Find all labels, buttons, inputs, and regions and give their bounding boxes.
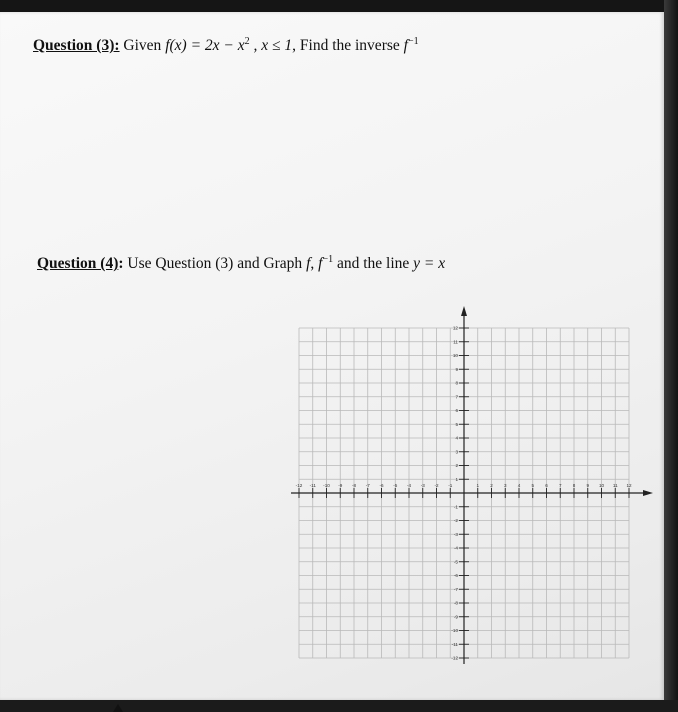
x-tick-label: -6 <box>379 483 384 488</box>
x-tick-label: 3 <box>503 483 507 488</box>
x-tick-label: -1 <box>448 483 453 488</box>
y-tick-label: -11 <box>451 641 458 647</box>
question-4-label: Question (4) <box>37 255 119 272</box>
question-3-label: Question (3): <box>33 37 120 54</box>
photo-top-edge <box>0 0 678 12</box>
y-tick-label: -4 <box>453 545 458 551</box>
y-tick-label: -5 <box>453 559 458 565</box>
y-tick-label: 1 <box>455 476 458 482</box>
x-tick-label: -11 <box>309 483 316 488</box>
y-axis-arrow-icon <box>461 306 467 316</box>
y-tick-label: 5 <box>455 421 458 427</box>
y-tick-label: 8 <box>455 380 458 386</box>
inverse-exponent: −1 <box>407 36 419 47</box>
question-3 <box>33 36 419 55</box>
y-tick-label: -12 <box>451 655 458 661</box>
y-tick-label: -1 <box>453 504 458 510</box>
y-tick-label: 11 <box>453 339 458 345</box>
y-tick-label: 7 <box>455 394 458 400</box>
x-tick-label: 11 <box>612 483 618 488</box>
question-4 <box>37 254 445 273</box>
coordinate-grid <box>285 300 665 661</box>
identity-line: y = x <box>413 255 446 272</box>
x-tick-label: -3 <box>420 483 425 488</box>
y-tick-label: -2 <box>453 518 458 524</box>
x-tick-label: -4 <box>406 483 412 488</box>
x-tick-label: -2 <box>434 483 439 488</box>
function-separator: , <box>310 255 319 272</box>
question-4-prefix: Use Question (3) and Graph <box>123 255 307 272</box>
photo-right-edge <box>664 0 678 700</box>
cursor-arrow-icon <box>113 704 123 712</box>
x-tick-label: -12 <box>295 483 303 488</box>
x-tick-label: -9 <box>338 483 343 488</box>
x-tick-label: 2 <box>490 483 493 488</box>
x-tick-label: 6 <box>545 483 548 488</box>
y-tick-label: 9 <box>455 366 458 372</box>
x-tick-label: -8 <box>351 483 357 488</box>
x-tick-label: 7 <box>558 483 562 488</box>
x-tick-label: -5 <box>393 483 398 488</box>
function-definition: f(x) = 2x − x <box>165 37 245 54</box>
x-tick-label: 12 <box>626 483 632 488</box>
x-axis-arrow-icon <box>643 490 653 496</box>
function-exponent: 2 <box>244 36 250 47</box>
x-tick-label: 5 <box>531 483 535 488</box>
y-tick-label: 12 <box>452 325 458 331</box>
x-tick-label: 9 <box>586 483 590 488</box>
function-symbol: f <box>306 255 311 272</box>
y-tick-label: -8 <box>453 600 458 606</box>
x-tick-label: -7 <box>365 483 370 488</box>
y-tick-label: 3 <box>455 449 458 455</box>
y-tick-label: 4 <box>455 435 458 441</box>
y-tick-label: -10 <box>451 628 458 634</box>
y-tick-label: 2 <box>455 463 458 469</box>
domain-restriction: , x ≤ 1 <box>249 37 293 54</box>
x-tick-label: 4 <box>517 483 521 488</box>
question-3-prefix: Given <box>119 37 166 54</box>
y-tick-label: -9 <box>453 614 458 620</box>
question-4-middle: and the line <box>333 255 414 272</box>
question-4-colon: : <box>118 255 124 272</box>
x-tick-label: 10 <box>598 483 605 488</box>
x-tick-label: -10 <box>323 483 330 488</box>
inverse-symbol: f <box>403 37 408 54</box>
y-tick-label: 6 <box>455 408 458 414</box>
question-3-middle: , Find the inverse <box>292 37 404 54</box>
inverse-symbol-q4: f <box>318 255 323 272</box>
inverse-exponent-q4: −1 <box>322 254 334 265</box>
x-tick-label: 1 <box>476 483 480 488</box>
y-tick-label: -3 <box>453 531 458 537</box>
y-tick-label: -6 <box>453 573 458 579</box>
worksheet-page <box>0 12 664 700</box>
y-tick-label: -7 <box>453 586 458 592</box>
y-tick-label: 10 <box>452 353 458 359</box>
x-tick-label: 8 <box>572 483 576 488</box>
